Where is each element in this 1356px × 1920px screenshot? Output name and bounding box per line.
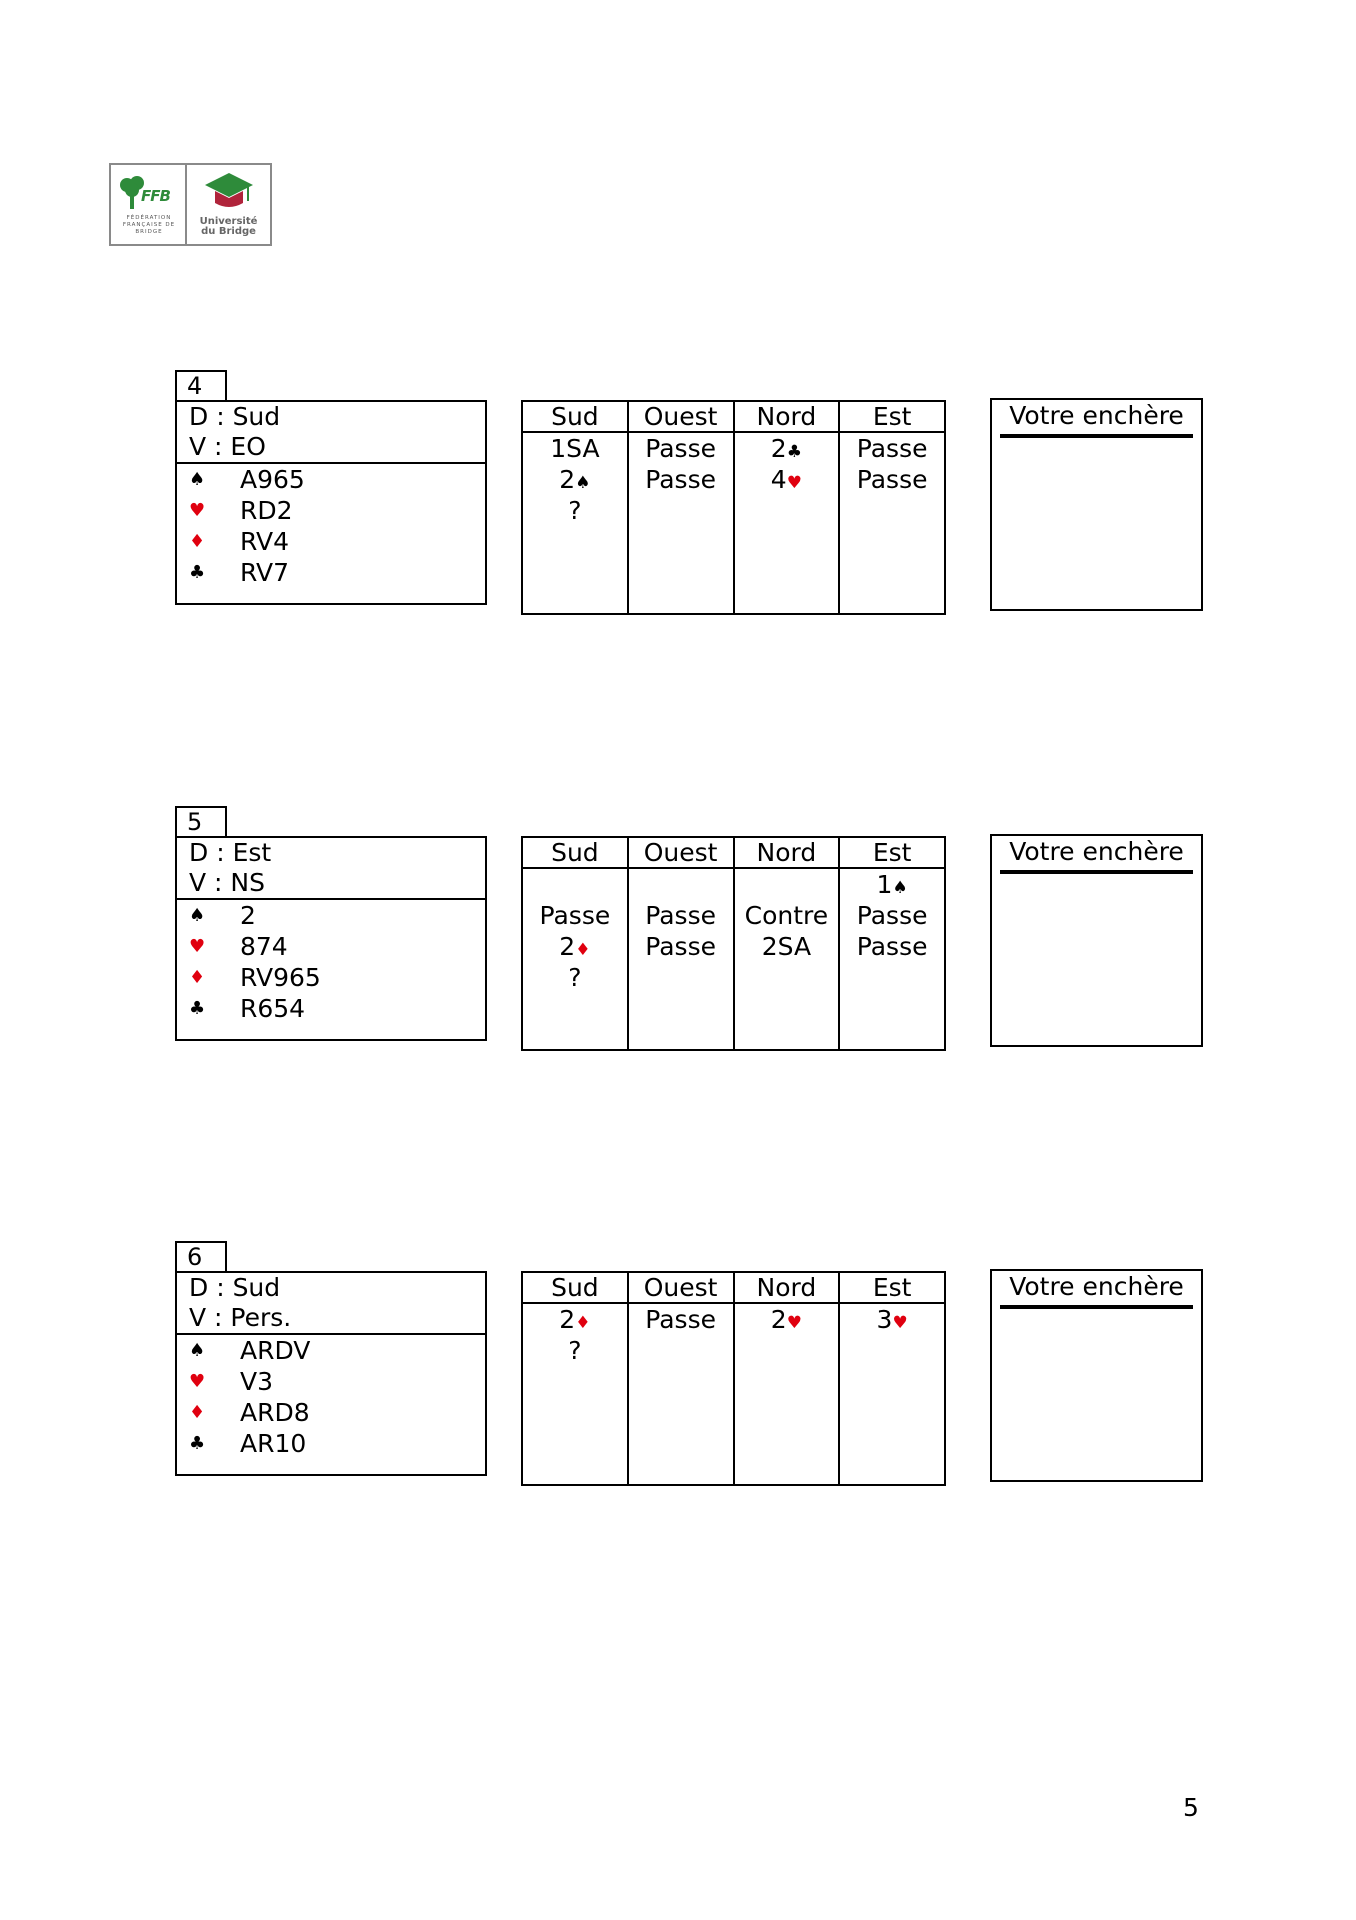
auction-col-ouest xyxy=(629,838,735,1049)
diamonds-cards: ARD8 xyxy=(240,1398,310,1427)
hand-box xyxy=(175,836,487,1041)
deal-number: 6 xyxy=(175,1241,227,1272)
bid: Passe xyxy=(645,932,716,961)
hand-cards xyxy=(177,900,485,1024)
bid: 2♦ xyxy=(559,1305,591,1334)
diamond-icon: ♦ xyxy=(575,1313,591,1333)
bid: Passe xyxy=(645,1305,716,1334)
hand-box xyxy=(175,400,487,605)
auction-table xyxy=(521,400,946,615)
heart-icon: ♥ xyxy=(189,1371,206,1392)
diamonds-cards: RV4 xyxy=(240,527,290,556)
clubs-cards: R654 xyxy=(240,994,306,1023)
bid xyxy=(735,869,839,900)
hand-box xyxy=(175,1271,487,1476)
ffb-logo xyxy=(111,165,187,244)
bid: ? xyxy=(568,1336,582,1365)
deal-info xyxy=(177,402,485,464)
clubs-row xyxy=(177,993,485,1024)
spades-cards: A965 xyxy=(240,465,305,494)
bid: 2♠ xyxy=(559,465,591,494)
clubs-cards: RV7 xyxy=(240,558,290,587)
diamond-icon: ♦ xyxy=(189,967,206,988)
auction-col-sud xyxy=(523,1273,629,1484)
diamonds-row xyxy=(177,962,485,993)
spade-icon: ♠ xyxy=(575,473,591,493)
diamonds-row xyxy=(177,1397,485,1428)
col-header-sud: Sud xyxy=(523,402,627,433)
answer-title: Votre enchère xyxy=(1000,400,1193,438)
spades-cards: 2 xyxy=(240,901,256,930)
bid: Contre xyxy=(744,901,829,930)
club-icon: ♣ xyxy=(189,562,206,583)
deal-info xyxy=(177,1273,485,1335)
answer-box[interactable] xyxy=(990,1269,1203,1482)
auction-col-nord xyxy=(735,838,841,1049)
col-header-est: Est xyxy=(840,1273,944,1304)
heart-icon: ♥ xyxy=(189,500,206,521)
spades-row xyxy=(177,900,485,931)
col-header-ouest: Ouest xyxy=(629,1273,733,1304)
deal-info xyxy=(177,838,485,900)
hearts-row xyxy=(177,1366,485,1397)
hearts-cards: V3 xyxy=(240,1367,274,1396)
col-header-est: Est xyxy=(840,838,944,869)
spade-icon: ♠ xyxy=(892,878,908,898)
spade-icon: ♠ xyxy=(189,469,206,490)
bid: ? xyxy=(568,963,582,992)
answer-box[interactable] xyxy=(990,834,1203,1047)
col-header-ouest: Ouest xyxy=(629,838,733,869)
bid: 1SA xyxy=(550,434,600,463)
auction-col-est xyxy=(840,838,944,1049)
bid: 2♦ xyxy=(559,932,591,961)
clubs-row xyxy=(177,557,485,588)
auction-col-nord xyxy=(735,402,841,613)
heart-icon: ♥ xyxy=(189,936,206,957)
vulnerability-label: V : EO xyxy=(189,432,266,461)
bid: Passe xyxy=(856,932,928,961)
dealer-label: D : Sud xyxy=(189,1273,281,1302)
answer-box[interactable] xyxy=(990,398,1203,611)
clubs-row xyxy=(177,1428,485,1459)
col-header-est: Est xyxy=(840,402,944,433)
col-header-sud: Sud xyxy=(523,838,627,869)
dealer-label: D : Sud xyxy=(189,402,281,431)
hearts-row xyxy=(177,495,485,526)
auction-col-est xyxy=(840,402,944,613)
bid: 3♥ xyxy=(876,1305,908,1334)
diamond-icon: ♦ xyxy=(189,1402,206,1423)
heart-icon: ♥ xyxy=(892,1313,908,1333)
universite-logo xyxy=(187,165,270,244)
heart-icon: ♥ xyxy=(786,473,802,493)
vulnerability-label: V : NS xyxy=(189,868,265,897)
hand-cards xyxy=(177,1335,485,1459)
diamonds-cards: RV965 xyxy=(240,963,321,992)
auction-table xyxy=(521,1271,946,1486)
club-icon: ♣ xyxy=(189,998,206,1019)
graduation-cap-icon xyxy=(204,171,254,211)
bid: Passe xyxy=(856,434,928,463)
hearts-cards: 874 xyxy=(240,932,288,961)
bid: ? xyxy=(568,496,582,525)
auction-table xyxy=(521,836,946,1051)
col-header-nord: Nord xyxy=(735,838,839,869)
spades-cards: ARDV xyxy=(240,1336,311,1365)
spades-row xyxy=(177,464,485,495)
answer-title: Votre enchère xyxy=(1000,836,1193,874)
bid: Passe xyxy=(856,901,928,930)
diamond-icon: ♦ xyxy=(575,940,591,960)
club-icon: ♣ xyxy=(786,442,802,462)
auction-col-sud xyxy=(523,402,629,613)
col-header-ouest: Ouest xyxy=(629,402,733,433)
deal-number: 5 xyxy=(175,806,227,837)
federation-text: FÉDÉRATION FRANÇAISE DE BRIDGE xyxy=(122,215,176,235)
bid: 1♠ xyxy=(876,870,908,899)
ffb-wordmark: FFB xyxy=(141,187,170,205)
vulnerability-label: V : Pers. xyxy=(189,1303,292,1332)
diamonds-row xyxy=(177,526,485,557)
bid: 2♣ xyxy=(770,434,802,463)
auction-col-ouest xyxy=(629,402,735,613)
bid: 4♥ xyxy=(770,465,802,494)
col-header-nord: Nord xyxy=(735,1273,839,1304)
bid: Passe xyxy=(645,901,716,930)
dealer-label: D : Est xyxy=(189,838,272,867)
hearts-cards: RD2 xyxy=(240,496,293,525)
bid: 2SA xyxy=(761,932,812,961)
spade-icon: ♠ xyxy=(189,1340,206,1361)
hearts-row xyxy=(177,931,485,962)
hand-cards xyxy=(177,464,485,588)
bid: Passe xyxy=(856,465,928,494)
bid: Passe xyxy=(645,465,716,494)
bid: 2♥ xyxy=(770,1305,802,1334)
answer-title: Votre enchère xyxy=(1000,1271,1193,1309)
universite-text: Université du Bridge xyxy=(199,216,258,237)
col-header-nord: Nord xyxy=(735,402,839,433)
auction-col-sud xyxy=(523,838,629,1049)
bid: Passe xyxy=(539,901,611,930)
bid: Passe xyxy=(645,434,716,463)
diamond-icon: ♦ xyxy=(189,531,206,552)
heart-icon: ♥ xyxy=(786,1313,802,1333)
auction-col-ouest xyxy=(629,1273,735,1484)
clubs-cards: AR10 xyxy=(240,1429,307,1458)
bid xyxy=(523,869,627,900)
ffb-universite-logo xyxy=(109,163,272,246)
auction-col-nord xyxy=(735,1273,841,1484)
spade-icon: ♠ xyxy=(189,905,206,926)
page-number: 5 xyxy=(1183,1793,1199,1822)
col-header-sud: Sud xyxy=(523,1273,627,1304)
deal-number: 4 xyxy=(175,370,227,401)
spades-row xyxy=(177,1335,485,1366)
bid xyxy=(629,869,733,900)
auction-col-est xyxy=(840,1273,944,1484)
club-icon: ♣ xyxy=(189,1433,206,1454)
